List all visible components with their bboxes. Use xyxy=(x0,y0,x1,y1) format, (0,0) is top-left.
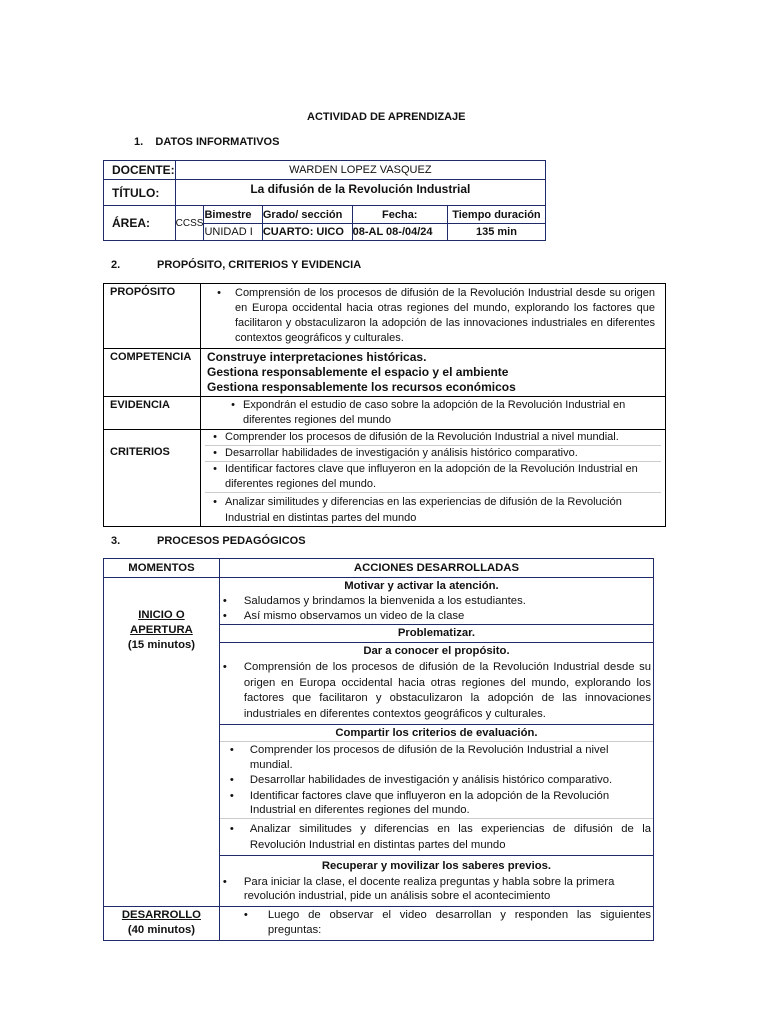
desarrollo-item: • Luego de observar el video desarrollan y responden las siguientes preguntas: xyxy=(234,908,653,938)
docente-label: DOCENTE: xyxy=(104,161,176,180)
criterio-process-item: • Comprender los procesos de difusión de la Revolución Industrial a nivel mundial. xyxy=(220,742,653,772)
bimestre-value: UNIDAD I xyxy=(204,224,262,241)
titulo-label: TÍTULO: xyxy=(104,180,176,206)
proposito-process-item: • Comprensión de los procesos de difusión de la Revolución Industrial desde su origen en Europa occidental hacia otras regiones del mundo, explorando los factores que facilitaron y obstaculizaron la adopción de las innovaciones industriales en diferentes contextos geográficos y culturales. xyxy=(220,660,653,724)
document-title: ACTIVIDAD DE APRENDIZAJE xyxy=(307,111,466,123)
bullet-icon: • xyxy=(229,822,234,835)
criterio-item: • Identificar factores clave que influyeron en la adopción de la Revolución Industrial en diferentes regiones del mundo. xyxy=(205,462,661,493)
bullet-icon: • xyxy=(217,287,221,299)
competencia-item: Gestiona responsablemente los recursos económicos xyxy=(207,380,516,394)
saberes-title: Recuperar y movilizar los saberes previos. xyxy=(220,855,653,875)
bullet-icon: • xyxy=(222,595,227,607)
motivar-item: • Así mismo observamos un video de la clase xyxy=(220,609,653,625)
inicio-label: INICIO O APERTURA xyxy=(130,609,193,636)
bullet-icon: • xyxy=(231,399,235,411)
bullet-icon: • xyxy=(213,463,217,475)
section-2-heading: PROPÓSITO, CRITERIOS Y EVIDENCIA xyxy=(157,259,362,271)
proposito-criterios-table xyxy=(103,283,666,527)
grado-value: CUARTO: UICO xyxy=(262,224,352,241)
criterios-label: CRITERIOS xyxy=(104,430,201,527)
momentos-header: MOMENTOS xyxy=(104,559,220,578)
saberes-item: • Para iniciar la clase, el docente realiza preguntas y habla sobre la primera revolución industrial, pide un análisis sobre el acontecimiento xyxy=(220,875,653,906)
competencia-item: Gestiona responsablemente el espacio y el ambiente xyxy=(207,365,509,379)
section-2-number: 2. xyxy=(111,259,121,271)
motivar-title: Motivar y activar la atención. xyxy=(344,580,499,592)
fecha-value: 08-AL 08-/04/24 xyxy=(352,224,447,241)
competencia-label: COMPETENCIA xyxy=(104,349,201,397)
acciones-header: ACCIONES DESARROLLADAS xyxy=(219,559,653,578)
inicio-time: (15 minutos) xyxy=(127,639,196,651)
criterio-process-item: • Desarrollar habilidades de investigación y análisis histórico comparativo. xyxy=(220,772,653,788)
bullet-icon: • xyxy=(243,908,248,921)
bullet-icon: • xyxy=(213,496,217,508)
area-label: ÁREA: xyxy=(104,206,176,241)
desarrollo-time: (40 minutos) xyxy=(127,923,196,936)
bullet-icon: • xyxy=(213,431,217,443)
criterio-item: • Comprender los procesos de difusión de la Revolución Industrial a nivel mundial. xyxy=(205,430,661,446)
proposito-label: PROPÓSITO xyxy=(104,284,201,349)
bullet-icon: • xyxy=(229,789,234,802)
competencia-item: Construye interpretaciones históricas. xyxy=(207,350,427,364)
criterios-process-title: Compartir los criterios de evaluación. xyxy=(220,724,653,741)
area-value: CCSS xyxy=(175,206,204,241)
fecha-label: Fecha: xyxy=(352,206,447,224)
problematizar-title: Problematizar. xyxy=(220,624,653,642)
criterio-process-item: • Analizar similitudes y diferencias en las experiencias de difusión de la Revolución Industrial en distintas partes del mundo xyxy=(220,818,653,855)
evidencia-label: EVIDENCIA xyxy=(104,397,201,430)
motivar-item: • Saludamos y brindamos la bienvenida a los estudiantes. xyxy=(220,594,653,609)
section-3-heading: PROCESOS PEDAGÓGICOS xyxy=(157,535,306,547)
bullet-icon: • xyxy=(222,875,227,888)
docente-value: WARDEN LOPEZ VASQUEZ xyxy=(175,161,545,180)
bullet-icon: • xyxy=(213,447,217,459)
bullet-icon: • xyxy=(229,774,234,786)
procesos-pedagogicos-table xyxy=(103,558,654,941)
criterio-process-item: • Identificar factores clave que influyeron en la adopción de la Revolución Industrial en diferentes regiones del mundo. xyxy=(220,788,653,818)
proposito-item: • Comprensión de los procesos de difusión de la Revolución Industrial desde su origen en Europa occidental hacia otras regiones del mundo, explorando los factores que facilitaron y obstaculizaron la adopción de las innovaciones industriales en diferentes contextos geográficos y culturales. xyxy=(209,286,655,346)
bullet-icon: • xyxy=(222,609,227,622)
evidencia-item: • Expondrán el estudio de caso sobre la adopción de la Revolución Industrial en diferentes regiones del mundo xyxy=(223,398,643,428)
section-3-number: 3. xyxy=(111,535,121,547)
tiempo-value: 135 min xyxy=(447,224,545,241)
titulo-value: La difusión de la Revolución Industrial xyxy=(175,180,545,206)
bullet-icon: • xyxy=(229,744,234,756)
grado-label: Grado/ sección xyxy=(262,206,352,224)
desarrollo-label: DESARROLLO xyxy=(121,908,201,921)
criterio-item: • Analizar similitudes y diferencias en las experiencias de difusión de la Revolución Industrial en distintas partes del mundo xyxy=(205,493,661,526)
section-1-heading: 1. DATOS INFORMATIVOS xyxy=(134,136,280,148)
datos-informativos-table xyxy=(103,160,546,241)
criterio-item: • Desarrollar habilidades de investigación y análisis histórico comparativo. xyxy=(205,446,661,462)
bimestre-label: Bimestre xyxy=(204,206,262,224)
tiempo-label: Tiempo duración xyxy=(447,206,545,224)
bullet-icon: • xyxy=(222,661,227,673)
proposito-title: Dar a conocer el propósito. xyxy=(220,642,653,660)
